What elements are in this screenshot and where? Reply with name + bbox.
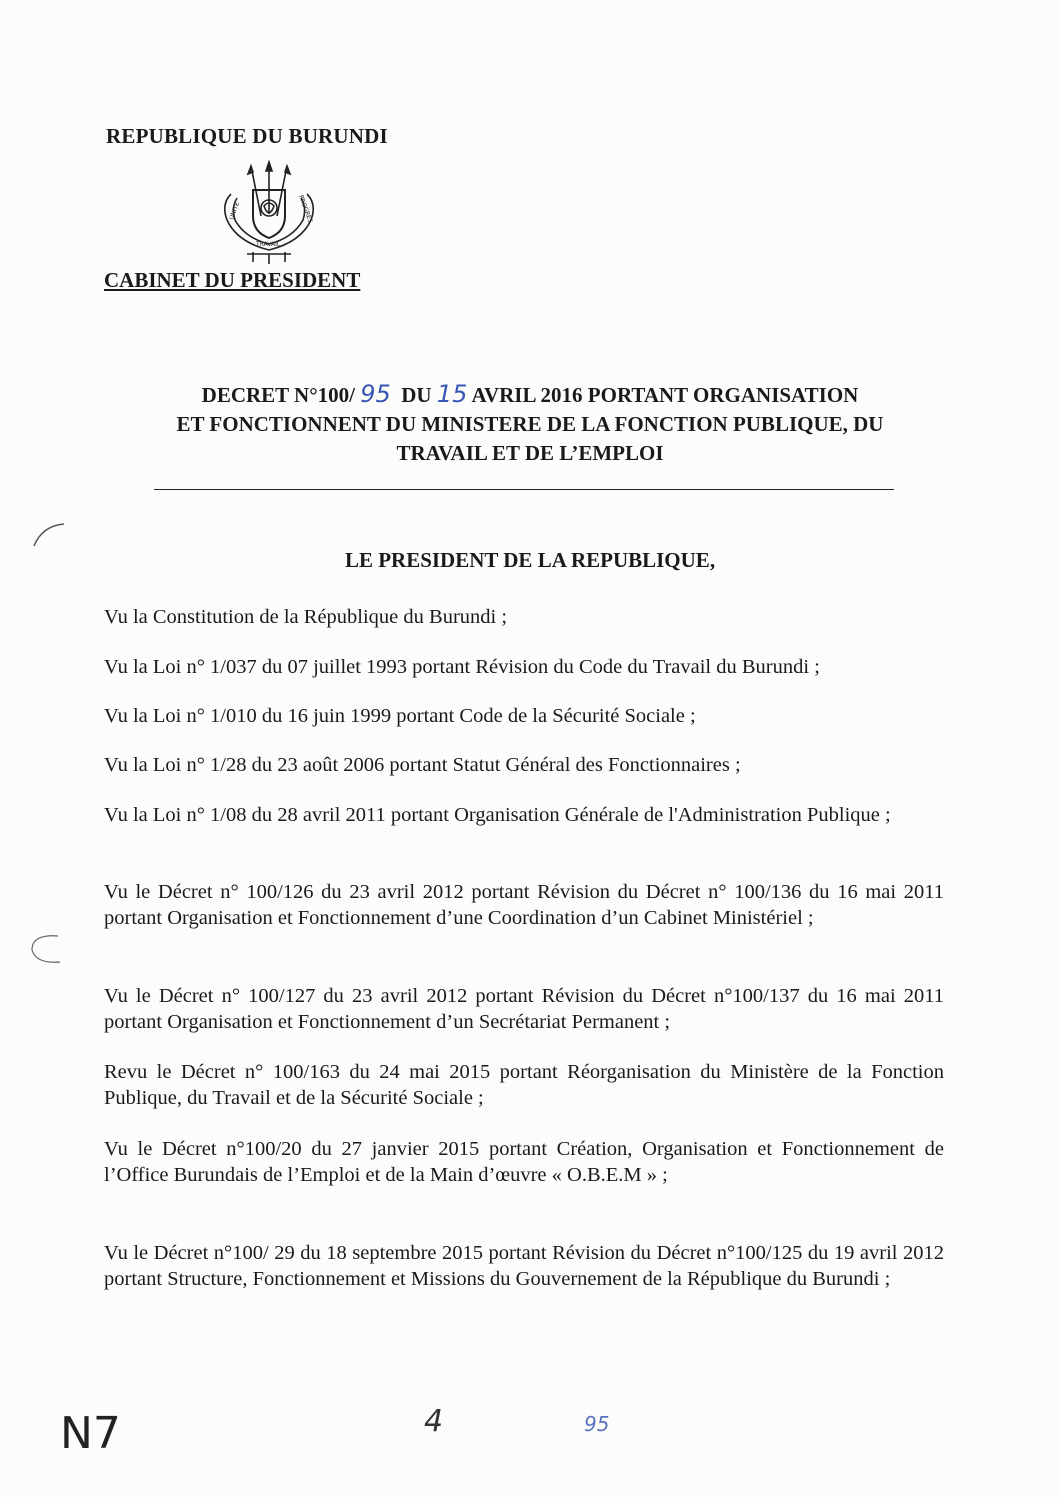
punch-hole-mark (30, 520, 70, 550)
decree-day-handwritten: 15 (436, 380, 468, 408)
decree-title-line-3: TRAVAIL ET DE L’EMPLOI (396, 441, 664, 465)
burundi-coat-of-arms-icon (213, 158, 325, 268)
visa-item: Revu le Décret n° 100/163 du 24 mai 2015 portant Réorganisation du Ministère de la Fonction Publique, du Travail et de la Sécurité Sociale ; (104, 1061, 944, 1109)
footer-stamp-mark: 95 (584, 1412, 610, 1436)
visa-item: Vu le Décret n°100/ 29 du 18 septembre 2015 portant Révision du Décret n°100/125 du 19 avril 2012 portant Structure, Fonctionnement et Missions du Gouvernement de la République du Burundi ; (104, 1242, 944, 1290)
visa-item: Vu la Loi n° 1/037 du 07 juillet 1993 portant Révision du Code du Travail du Burundi ; (104, 656, 820, 678)
decree-prefix: DECRET N°100/ (201, 383, 355, 407)
emblem-motto-left: UNITE (228, 201, 242, 221)
visa-item: Vu la Loi n° 1/28 du 23 août 2006 portant Statut Général des Fonctionnaires ; (104, 754, 741, 776)
decree-line1-rest: AVRIL 2016 PORTANT ORGANISATION (471, 383, 859, 407)
title-divider (154, 489, 894, 490)
header-office: CABINET DU PRESIDENT (104, 268, 361, 292)
visa-item: Vu le Décret n°100/20 du 27 janvier 2015 portant Création, Organisation et Fonctionnement de l’Office Burundais de l’Emploi et de la Main d’œuvre « O.B.E.M » ; (104, 1138, 944, 1186)
visa-item: Vu la Loi n° 1/010 du 16 juin 1999 portant Code de la Sécurité Sociale ; (104, 705, 696, 727)
footer-page-mark: 4 (424, 1404, 444, 1439)
decree-title-line-2: ET FONCTIONNENT DU MINISTERE DE LA FONCTION PUBLIQUE, DU (176, 412, 884, 436)
footer-initials: N7 (60, 1408, 121, 1459)
decree-number-handwritten: 95 (360, 380, 391, 408)
emblem-motto-right: PROGRES (297, 194, 314, 224)
visa-item: Vu le Décret n° 100/127 du 23 avril 2012 portant Révision du Décret n°100/137 du 16 mai 2011 portant Organisation et Fonctionnement d’un Secrétariat Permanent ; (104, 985, 944, 1033)
visa-item: Vu la Loi n° 1/08 du 28 avril 2011 portant Organisation Générale de l'Administration Publique ; (104, 804, 891, 826)
visa-item: Vu le Décret n° 100/126 du 23 avril 2012 portant Révision du Décret n° 100/136 du 16 mai 2011 portant Organisation et Fonctionnement d’une Coordination d’un Cabinet Ministériel ; (104, 881, 944, 929)
punch-hole-mark (26, 928, 66, 968)
decree-title-line-1 (100, 380, 960, 410)
president-heading: LE PRESIDENT DE LA REPUBLIQUE, (344, 548, 716, 572)
visa-item: Vu la Constitution de la République du Burundi ; (104, 606, 508, 628)
decree-du: DU (401, 383, 432, 407)
decree-title (100, 380, 960, 468)
emblem-motto-center: TRAVAIL (256, 241, 281, 248)
header-country: REPUBLIQUE DU BURUNDI (106, 124, 388, 148)
